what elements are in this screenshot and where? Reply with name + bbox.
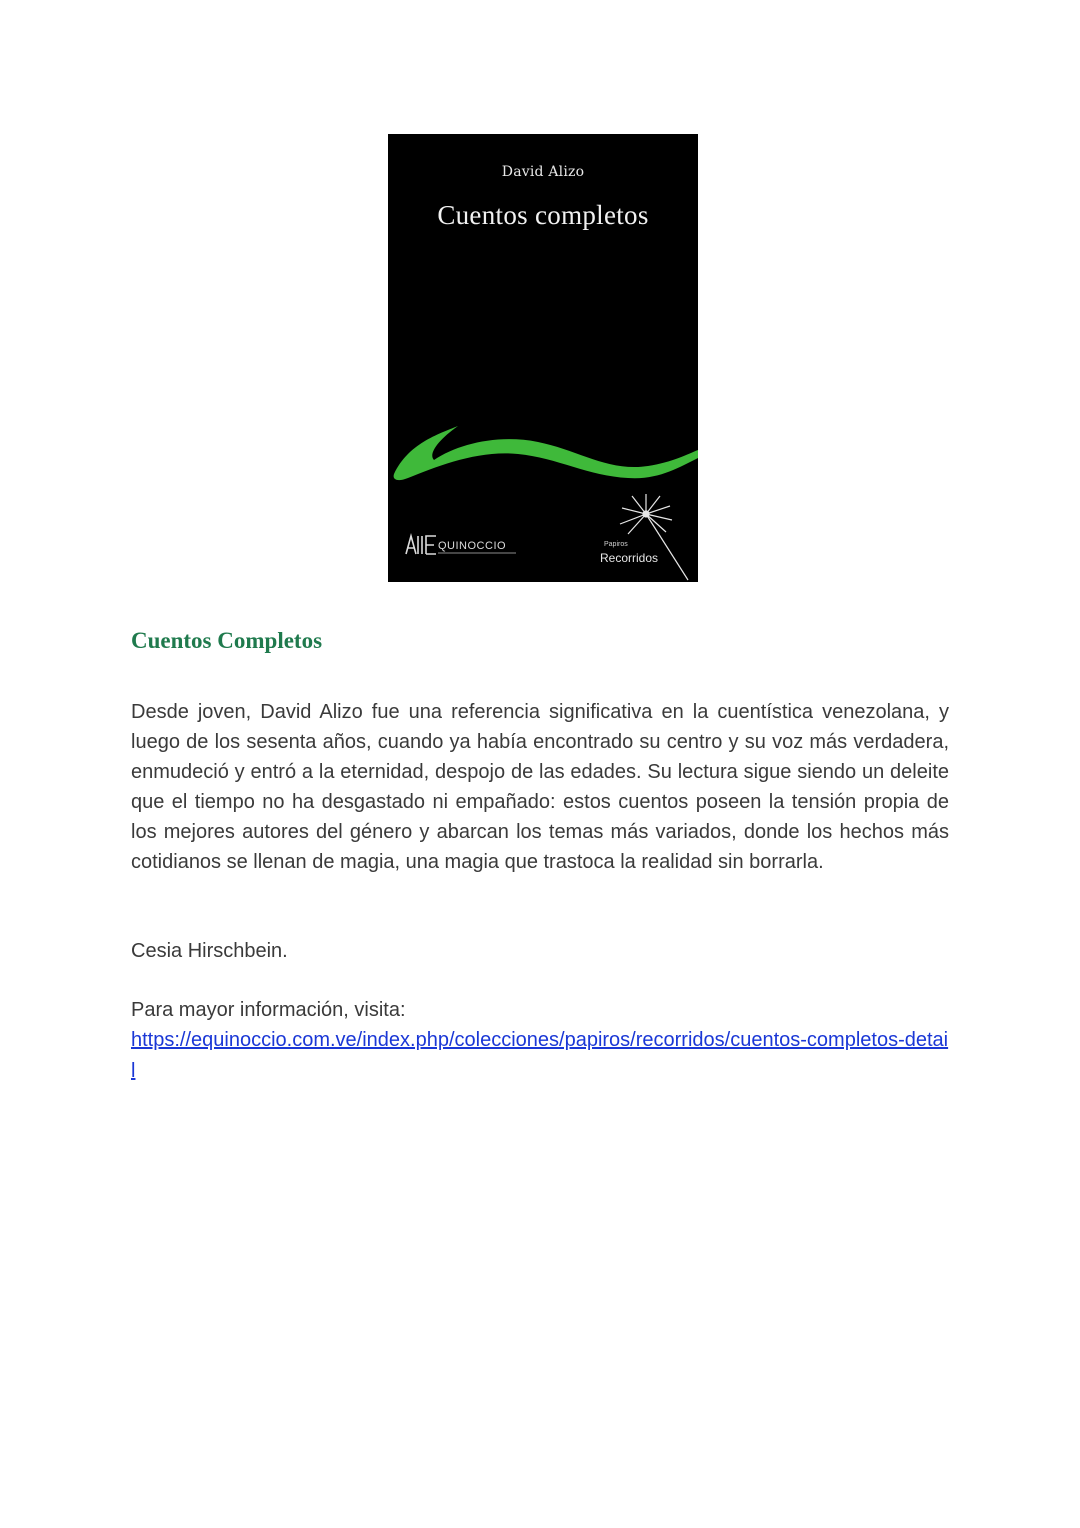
svg-text:Papiros: Papiros bbox=[604, 541, 628, 548]
article-signature: Cesia Hirschbein. bbox=[131, 940, 288, 962]
equinoccio-logo-icon bbox=[402, 530, 522, 560]
cover-author: David Alizo bbox=[501, 164, 585, 180]
cover-title: Cuentos completos bbox=[437, 200, 649, 230]
svg-text:QUINOCCIO: QUINOCCIO bbox=[438, 540, 507, 552]
green-wave-graphic bbox=[388, 414, 698, 494]
more-info-label: Para mayor información, visita: bbox=[131, 999, 406, 1021]
svg-text:Recorridos: Recorridos bbox=[600, 551, 659, 565]
book-cover-image bbox=[388, 134, 698, 582]
product-link[interactable]: https://equinoccio.com.ve/index.php/colecciones/papiros/recorridos/cuentos-completos-detail bbox=[131, 1029, 949, 1082]
recorridos-logo-icon bbox=[598, 484, 698, 582]
article-body: Desde joven, David Alizo fue una referencia significativa en la cuentística venezolana, y luego de los sesenta años, cuando ya había encontrado su centro y su voz más verdadera, enmudeció y entró a la eternidad, despojo de las edades. Su lectura sigue siendo un deleite que el tiempo no ha desgastado ni empañado: estos cuentos poseen la tensión propia de los mejores autores del género y abarcan los temas más variados, donde los hechos más cotidianos se llenan de magia, una magia que trastoca la realidad sin borrarla. bbox=[131, 701, 949, 873]
more-info-block bbox=[131, 995, 949, 1087]
article-heading: Cuentos Completos bbox=[131, 628, 323, 653]
